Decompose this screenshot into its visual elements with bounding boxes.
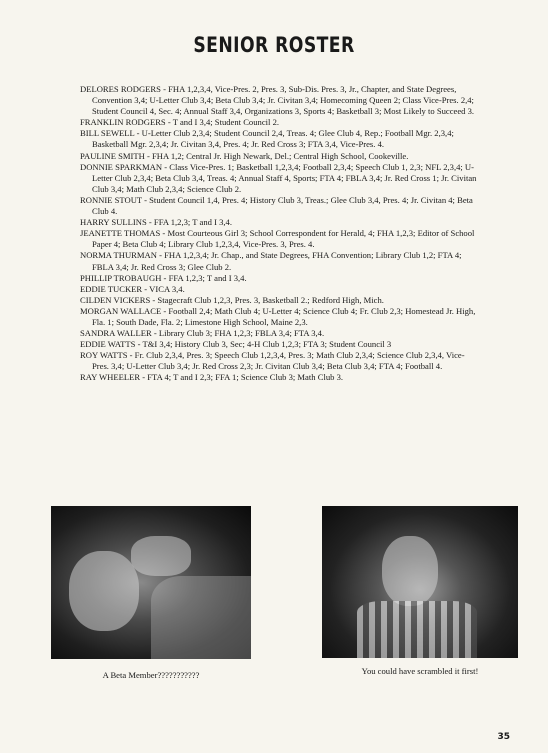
roster-entry: RONNIE STOUT - Student Council 1,4, Pres. 4; History Club 3, Treas.; Glee Club 3,4, Pres. 4; Jr. Civitan 4; Beta Club 4. — [80, 194, 473, 217]
roster-entry: SANDRA WALLER - Library Club 3; FHA 1,2,3; FBLA 3,4; FTA 3,4. — [80, 328, 325, 339]
face-shape — [382, 536, 438, 606]
hand-shape — [131, 536, 191, 576]
roster-entry: DELORES RODGERS - FHA 1,2,3,4, Vice-Pres. 2, Pres. 3, Sub-Dis. Pres. 3, Jr., Chapter, and State Degrees, Convention 3,4; U-Letter Club 3,4; Beta Club 3,4; Jr. Civitan 3,4; Homecoming Queen 2; Class Vice-Pres. 2,4; Student Council 4, Sec. 4; Annual Staff 3,4, Organizations 3, Sports 4; Basketball 3; Most Likely to Succeed 3. — [80, 84, 475, 117]
page-number: 35 — [497, 732, 510, 742]
roster-entry: EDDIE WATTS - T&I 3,4; History Club 3, Sec; 4-H Club 1,2,3; FTA 3; Student Council 3 — [80, 339, 392, 350]
face-shape — [69, 551, 139, 631]
roster-entry: ROY WATTS - Fr. Club 2,3,4, Pres. 3; Speech Club 1,2,3,4, Pres. 3; Math Club 2,3,4; Science Club 2,3,4, Vice-Pres. 3,4; U-Letter Club 3,4; Jr. Red Cross 2,3; Jr. Civitan Club 3,4; Beta Club 3,4; FTA 4; Football 4. — [80, 350, 465, 372]
photo-caption: You could have scrambled it first! — [361, 666, 479, 676]
roster-entry: RAY WHEELER - FTA 4; T and I 2,3; FFA 1; Science Club 3; Math Club 3. — [80, 372, 344, 383]
photo-caption: A Beta Member??????????? — [102, 670, 200, 680]
roster-entry: EDDIE TUCKER - VICA 3,4. — [80, 283, 185, 294]
photo-beta-member — [51, 506, 251, 659]
roster-entry: FRANKLIN RODGERS - T and I 3,4; Student Council 2. — [80, 117, 280, 128]
roster-entry: MORGAN WALLACE - Football 2,4; Math Club 4; U-Letter 4; Science Club 4; Fr. Club 2,3; Homestead Jr. High, Fla. 1; South Dade, Fla. 2; Limestone High School, Maine 2,3. — [80, 305, 476, 327]
roster-entry: JEANETTE THOMAS - Most Courteous Girl 3; School Correspondent for Herald, 4; FHA 1,2,3; Editor of School Paper 4; Beta Club 4; Library Club 1,2,3,4, Vice-Pres. 3, Pres. 4. — [80, 228, 475, 250]
photo-scrambled — [322, 506, 518, 658]
shirt-shape — [151, 576, 251, 659]
roster-entry: DONNIE SPARKMAN - Class Vice-Pres. 1; Basketball 1,2,3,4; Football 2,3,4; Speech Club 1, 2,3; NFL 2,3,4; U-Letter Club 2,3,4; Beta Club 3,4, Treas. 4; Annual Staff 4, Sports; FTA 4; FBLA 3,4; Jr. Red Cross 1; Jr. Civitan Club 3,4; Math Club 2,3,4; Science Club 2. — [80, 161, 477, 194]
roster-entry: HARRY SULLINS - FFA 1,2,3; T and I 3,4. — [80, 217, 232, 228]
roster-entry: PAULINE SMITH - FHA 1,2; Central Jr. High Newark, Del.; Central High School, Cookeville. — [80, 150, 409, 161]
senior-roster-list — [80, 84, 480, 384]
roster-entry: CILDEN VICKERS - Stagecraft Club 1,2,3, Pres. 3, Basketball 2.; Redford High, Mich. — [80, 294, 384, 305]
roster-entry: NORMA THURMAN - FHA 1,2,3,4; Jr. Chap., and State Degrees, FHA Convention; Library Club 1,2; FTA 4; FBLA 3,4; Jr. Red Cross 3; Glee Club 2. — [80, 250, 462, 272]
roster-entry: BILL SEWELL - U-Letter Club 2,3,4; Student Council 2,4, Treas. 4; Glee Club 4, Rep.; Football Mgr. 2,3,4; Basketball Mgr. 2,3,4; Jr. Civitan 3,4, Pres. 4; Jr. Red Cross 3; FTA 3,4, Vice-Pres. 4. — [80, 128, 454, 150]
roster-entry: PHILLIP TROBAUGH - FFA 1,2,3; T and I 3,4. — [80, 272, 247, 283]
page-title: SENIOR ROSTER — [193, 33, 355, 57]
striped-shirt-shape — [357, 601, 477, 658]
